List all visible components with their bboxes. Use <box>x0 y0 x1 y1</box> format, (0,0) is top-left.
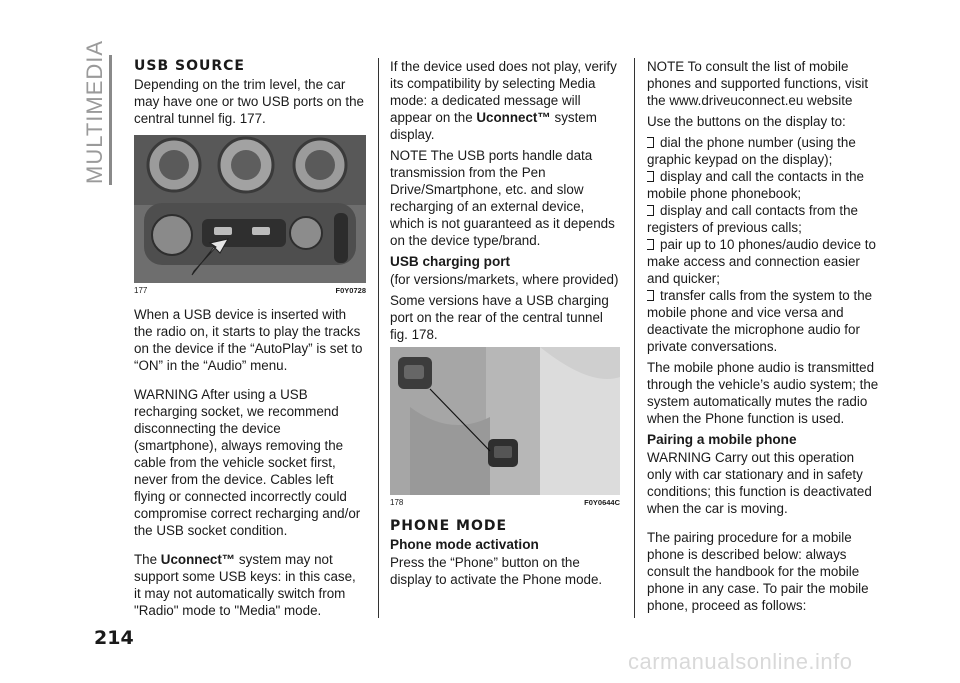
warning-paragraph: WARNING After using a USB recharging socket, we recommend disconnecting the device (smartphone), always removing the cable from the vehicle socket first, never from the device. Cables left flying or connected incorrectly could compromise correct recharging and/or the USB socket condition. <box>134 387 361 538</box>
watermark: carmanualsonline.info <box>628 649 853 674</box>
column-3 <box>647 58 879 622</box>
section-label: MULTIMEDIA <box>82 39 107 184</box>
bullet-icon <box>647 239 654 250</box>
text: system display. <box>390 110 597 142</box>
list-item <box>647 168 879 202</box>
note-paragraph: NOTE The USB ports handle data transmission from the Pen Drive/Smartphone, etc. and slow recharging of an external device, which is not guaranteed as it depends on the device type/brand. <box>390 148 615 248</box>
section-tab <box>82 39 107 184</box>
page-number: 214 <box>94 627 134 649</box>
list-item-text: display and call contacts from the registers of previous calls; <box>647 203 858 235</box>
text: The <box>134 552 161 567</box>
section-bar <box>109 55 112 185</box>
section-heading: USB SOURCE <box>134 58 245 74</box>
text: system may not support some USB keys: in this case, it may not automatically switch from "Radio" mode to "Media" mode. <box>134 552 356 618</box>
list-item <box>647 236 879 287</box>
subheading: USB charging port <box>390 254 511 269</box>
list-item <box>647 134 879 168</box>
brand-name: Uconnect™ <box>160 552 236 567</box>
figure-code: F0Y0644C <box>584 498 620 507</box>
list-item-text: pair up to 10 phones/audio device to make access and connection easier and quicker; <box>647 237 876 286</box>
paragraph: Depending on the trim level, the car may have one or two USB ports on the central tunnel fig. 177. <box>134 77 364 126</box>
subheading: Pairing a mobile phone <box>647 432 797 447</box>
list-item-text: display and call the contacts in the mobile phone phonebook; <box>647 169 864 201</box>
usb-charging-port-photo <box>390 347 620 495</box>
figure-177 <box>134 135 366 296</box>
column-divider <box>634 58 635 618</box>
text: If the device used does not play, verify its compatibility by selecting Media mode: a dedicated message will appear on the <box>390 59 617 125</box>
paragraph: When a USB device is inserted with the radio on, it starts to play the tracks on the device if the “AutoPlay” is set to “ON” in the “Audio” menu. <box>134 307 363 373</box>
bullet-icon <box>647 290 654 301</box>
column-divider <box>378 58 379 618</box>
paragraph: Some versions have a USB charging port on the rear of the central tunnel fig. 178. <box>390 293 609 342</box>
bullet-icon <box>647 137 654 148</box>
paragraph: The pairing procedure for a mobile phone is described below: always consult the handbook for the mobile phone in any case. To pair the mobile phone, proceed as follows: <box>647 530 869 613</box>
warning-paragraph: WARNING Carry out this operation only with car stationary and in safety conditions; this function is deactivated when the car is moving. <box>647 450 872 516</box>
section-heading: PHONE MODE <box>390 518 508 534</box>
note-paragraph: NOTE To consult the list of mobile phones and supported functions, visit the www.driveuconnect.eu website <box>647 59 869 108</box>
figure-code: F0Y0728 <box>335 286 366 295</box>
column-2 <box>390 58 620 596</box>
paragraph: The mobile phone audio is transmitted through the vehicle’s audio system; the system automatically mutes the radio when the Phone function is used. <box>647 360 879 426</box>
list-item <box>647 287 879 355</box>
paragraph: Use the buttons on the display to: <box>647 114 846 129</box>
figure-178 <box>390 347 620 508</box>
list-item-text: transfer calls from the system to the mobile phone and vice versa and deactivate the microphone audio for private conversations. <box>647 288 873 354</box>
figure-number: 178 <box>390 498 404 507</box>
list-item-text: dial the phone number (using the graphic keypad on the display); <box>647 135 856 167</box>
usb-ports-photo <box>134 135 366 283</box>
subheading: Phone mode activation <box>390 537 539 552</box>
figure-number: 177 <box>134 286 148 295</box>
column-1 <box>134 58 366 627</box>
paragraph: (for versions/markets, where provided) <box>390 272 619 287</box>
brand-name: Uconnect™ <box>476 110 551 125</box>
paragraph <box>134 551 366 619</box>
list-item <box>647 202 879 236</box>
bullet-icon <box>647 171 654 182</box>
paragraph <box>390 58 620 143</box>
paragraph: Press the “Phone” button on the display to activate the Phone mode. <box>390 555 603 587</box>
bullet-icon <box>647 205 654 216</box>
